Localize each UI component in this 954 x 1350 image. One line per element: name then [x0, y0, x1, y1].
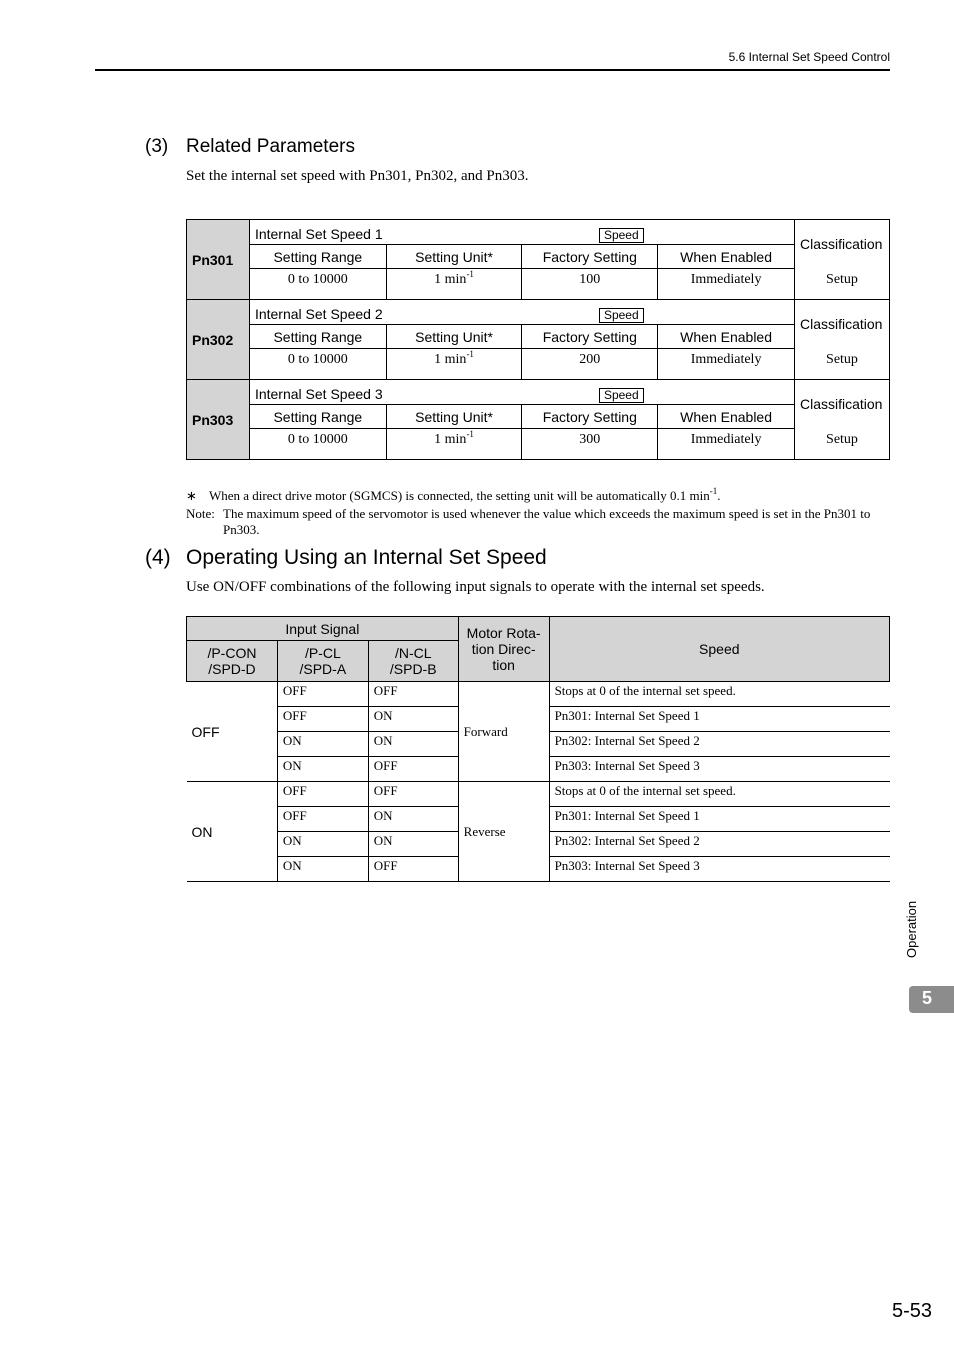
chapter-number: 5 [922, 988, 933, 1008]
ncl-header: /N-CL /SPD-B [368, 641, 458, 682]
pcon-value: OFF [187, 682, 278, 782]
setting-range-header: Setting Range [249, 405, 386, 429]
factory-setting-value: 100 [522, 269, 658, 300]
ncl-value: ON [368, 832, 458, 857]
setting-unit-value: 1 $\min^{-1}$ [386, 429, 522, 460]
ncl-value: ON [368, 807, 458, 832]
note-label: Note: [186, 506, 215, 521]
param-name-cell [249, 380, 794, 405]
setting-unit-header: Setting Unit* [386, 245, 522, 269]
classification-header: Classification [794, 380, 889, 429]
pcon-value: ON [187, 782, 278, 882]
param-id: Pn303 [187, 380, 250, 460]
setting-unit-value: 1 $\min^{-1}$ [386, 349, 522, 380]
section-4-title: Operating Using an Internal Set Speed [186, 546, 547, 569]
setting-range-header: Setting Range [249, 245, 386, 269]
speed-badge: Speed [599, 228, 644, 243]
section-3-title: Related Parameters [186, 136, 355, 157]
param-name: Internal Set Speed 3 [254, 386, 383, 402]
note-text: The maximum speed of the servomotor is used whenever the value which exceeds the maximum speed is set in the Pn301 to Pn303. [223, 506, 871, 537]
classification-value: Setup [794, 429, 889, 460]
speed-value: Pn303: Internal Set Speed 3 [549, 857, 889, 882]
param-id: Pn301 [187, 220, 250, 300]
page-number: 5-53 [891, 1300, 932, 1322]
ncl-value: OFF [368, 782, 458, 807]
speed-value: Stops at 0 of the internal set speed. [549, 782, 889, 807]
classification-header: Classification [794, 220, 889, 269]
ncl-value: OFF [368, 682, 458, 707]
speed-value: Pn303: Internal Set Speed 3 [549, 757, 889, 782]
setting-unit-header: Setting Unit* [386, 325, 522, 349]
pcl-value: OFF [277, 807, 368, 832]
setting-unit-value: 1 $\min^{-1}$ [386, 269, 522, 300]
setting-unit-header: Setting Unit* [386, 405, 522, 429]
motor-direction-header: Motor Rota- tion Direc- tion [458, 617, 549, 682]
input-signal-table [186, 616, 890, 882]
ncl-value: ON [368, 707, 458, 732]
setting-range-value: 0 to 10000 [249, 429, 386, 460]
factory-setting-value: 300 [522, 429, 658, 460]
note [186, 506, 890, 538]
parameter-table [186, 219, 890, 460]
setting-range-header: Setting Range [249, 325, 386, 349]
speed-value: Stops at 0 of the internal set speed. [549, 682, 889, 707]
running-header: 5.6 Internal Set Speed Control [728, 50, 890, 64]
footnote [186, 488, 721, 504]
pcl-header: /P-CL /SPD-A [277, 641, 368, 682]
footnote-star: ∗ [186, 488, 197, 503]
section-3-number: (3) [145, 136, 169, 157]
classification-value: Setup [794, 269, 889, 300]
section-4-intro: Use ON/OFF combinations of the following input signals to operate with the internal set speeds. [186, 579, 765, 595]
speed-value: Pn301: Internal Set Speed 1 [549, 807, 889, 832]
pcl-value: OFF [277, 782, 368, 807]
ncl-value: ON [368, 732, 458, 757]
footnote-exponent: -1 [709, 486, 718, 496]
param-name-cell [249, 300, 794, 325]
factory-setting-header: Factory Setting [522, 245, 658, 269]
header-rule [95, 69, 890, 71]
factory-setting-header: Factory Setting [522, 325, 658, 349]
factory-setting-header: Factory Setting [522, 405, 658, 429]
pcl-value: ON [277, 832, 368, 857]
speed-value: Pn302: Internal Set Speed 2 [549, 732, 889, 757]
pcl-value: ON [277, 857, 368, 882]
when-enabled-header: When Enabled [658, 325, 795, 349]
pcon-header: /P-CON /SPD-D [187, 641, 278, 682]
classification-value: Setup [794, 349, 889, 380]
chapter-side-label [898, 898, 928, 958]
speed-badge: Speed [599, 388, 644, 403]
when-enabled-header: When Enabled [658, 245, 795, 269]
param-id: Pn302 [187, 300, 250, 380]
when-enabled-header: When Enabled [658, 405, 795, 429]
pcl-value: ON [277, 732, 368, 757]
when-enabled-value: Immediately [658, 269, 795, 300]
section-3-intro: Set the internal set speed with Pn301, Pn302, and Pn303. [186, 168, 529, 184]
classification-header: Classification [794, 300, 889, 349]
chapter-tab [909, 986, 954, 1013]
section-4-number: (4) [145, 546, 171, 569]
pcl-value: ON [277, 757, 368, 782]
pcl-value: OFF [277, 707, 368, 732]
speed-value: Pn301: Internal Set Speed 1 [549, 707, 889, 732]
footnote-end: . [717, 488, 721, 503]
ncl-value: OFF [368, 857, 458, 882]
direction-value: Forward [458, 682, 549, 782]
speed-badge: Speed [599, 308, 644, 323]
when-enabled-value: Immediately [658, 429, 795, 460]
setting-range-value: 0 to 10000 [249, 269, 386, 300]
chapter-name: Operation [904, 900, 919, 958]
param-name-cell [249, 220, 794, 245]
pcl-value: OFF [277, 682, 368, 707]
factory-setting-value: 200 [522, 349, 658, 380]
speed-value: Pn302: Internal Set Speed 2 [549, 832, 889, 857]
ncl-value: OFF [368, 757, 458, 782]
param-name: Internal Set Speed 1 [254, 226, 383, 242]
setting-range-value: 0 to 10000 [249, 349, 386, 380]
when-enabled-value: Immediately [658, 349, 795, 380]
direction-value: Reverse [458, 782, 549, 882]
input-signal-header: Input Signal [187, 617, 459, 641]
footnote-text: When a direct drive motor (SGMCS) is connected, the setting unit will be automatically 0.1 min [209, 488, 710, 503]
speed-header: Speed [549, 617, 889, 682]
param-name: Internal Set Speed 2 [254, 306, 383, 322]
